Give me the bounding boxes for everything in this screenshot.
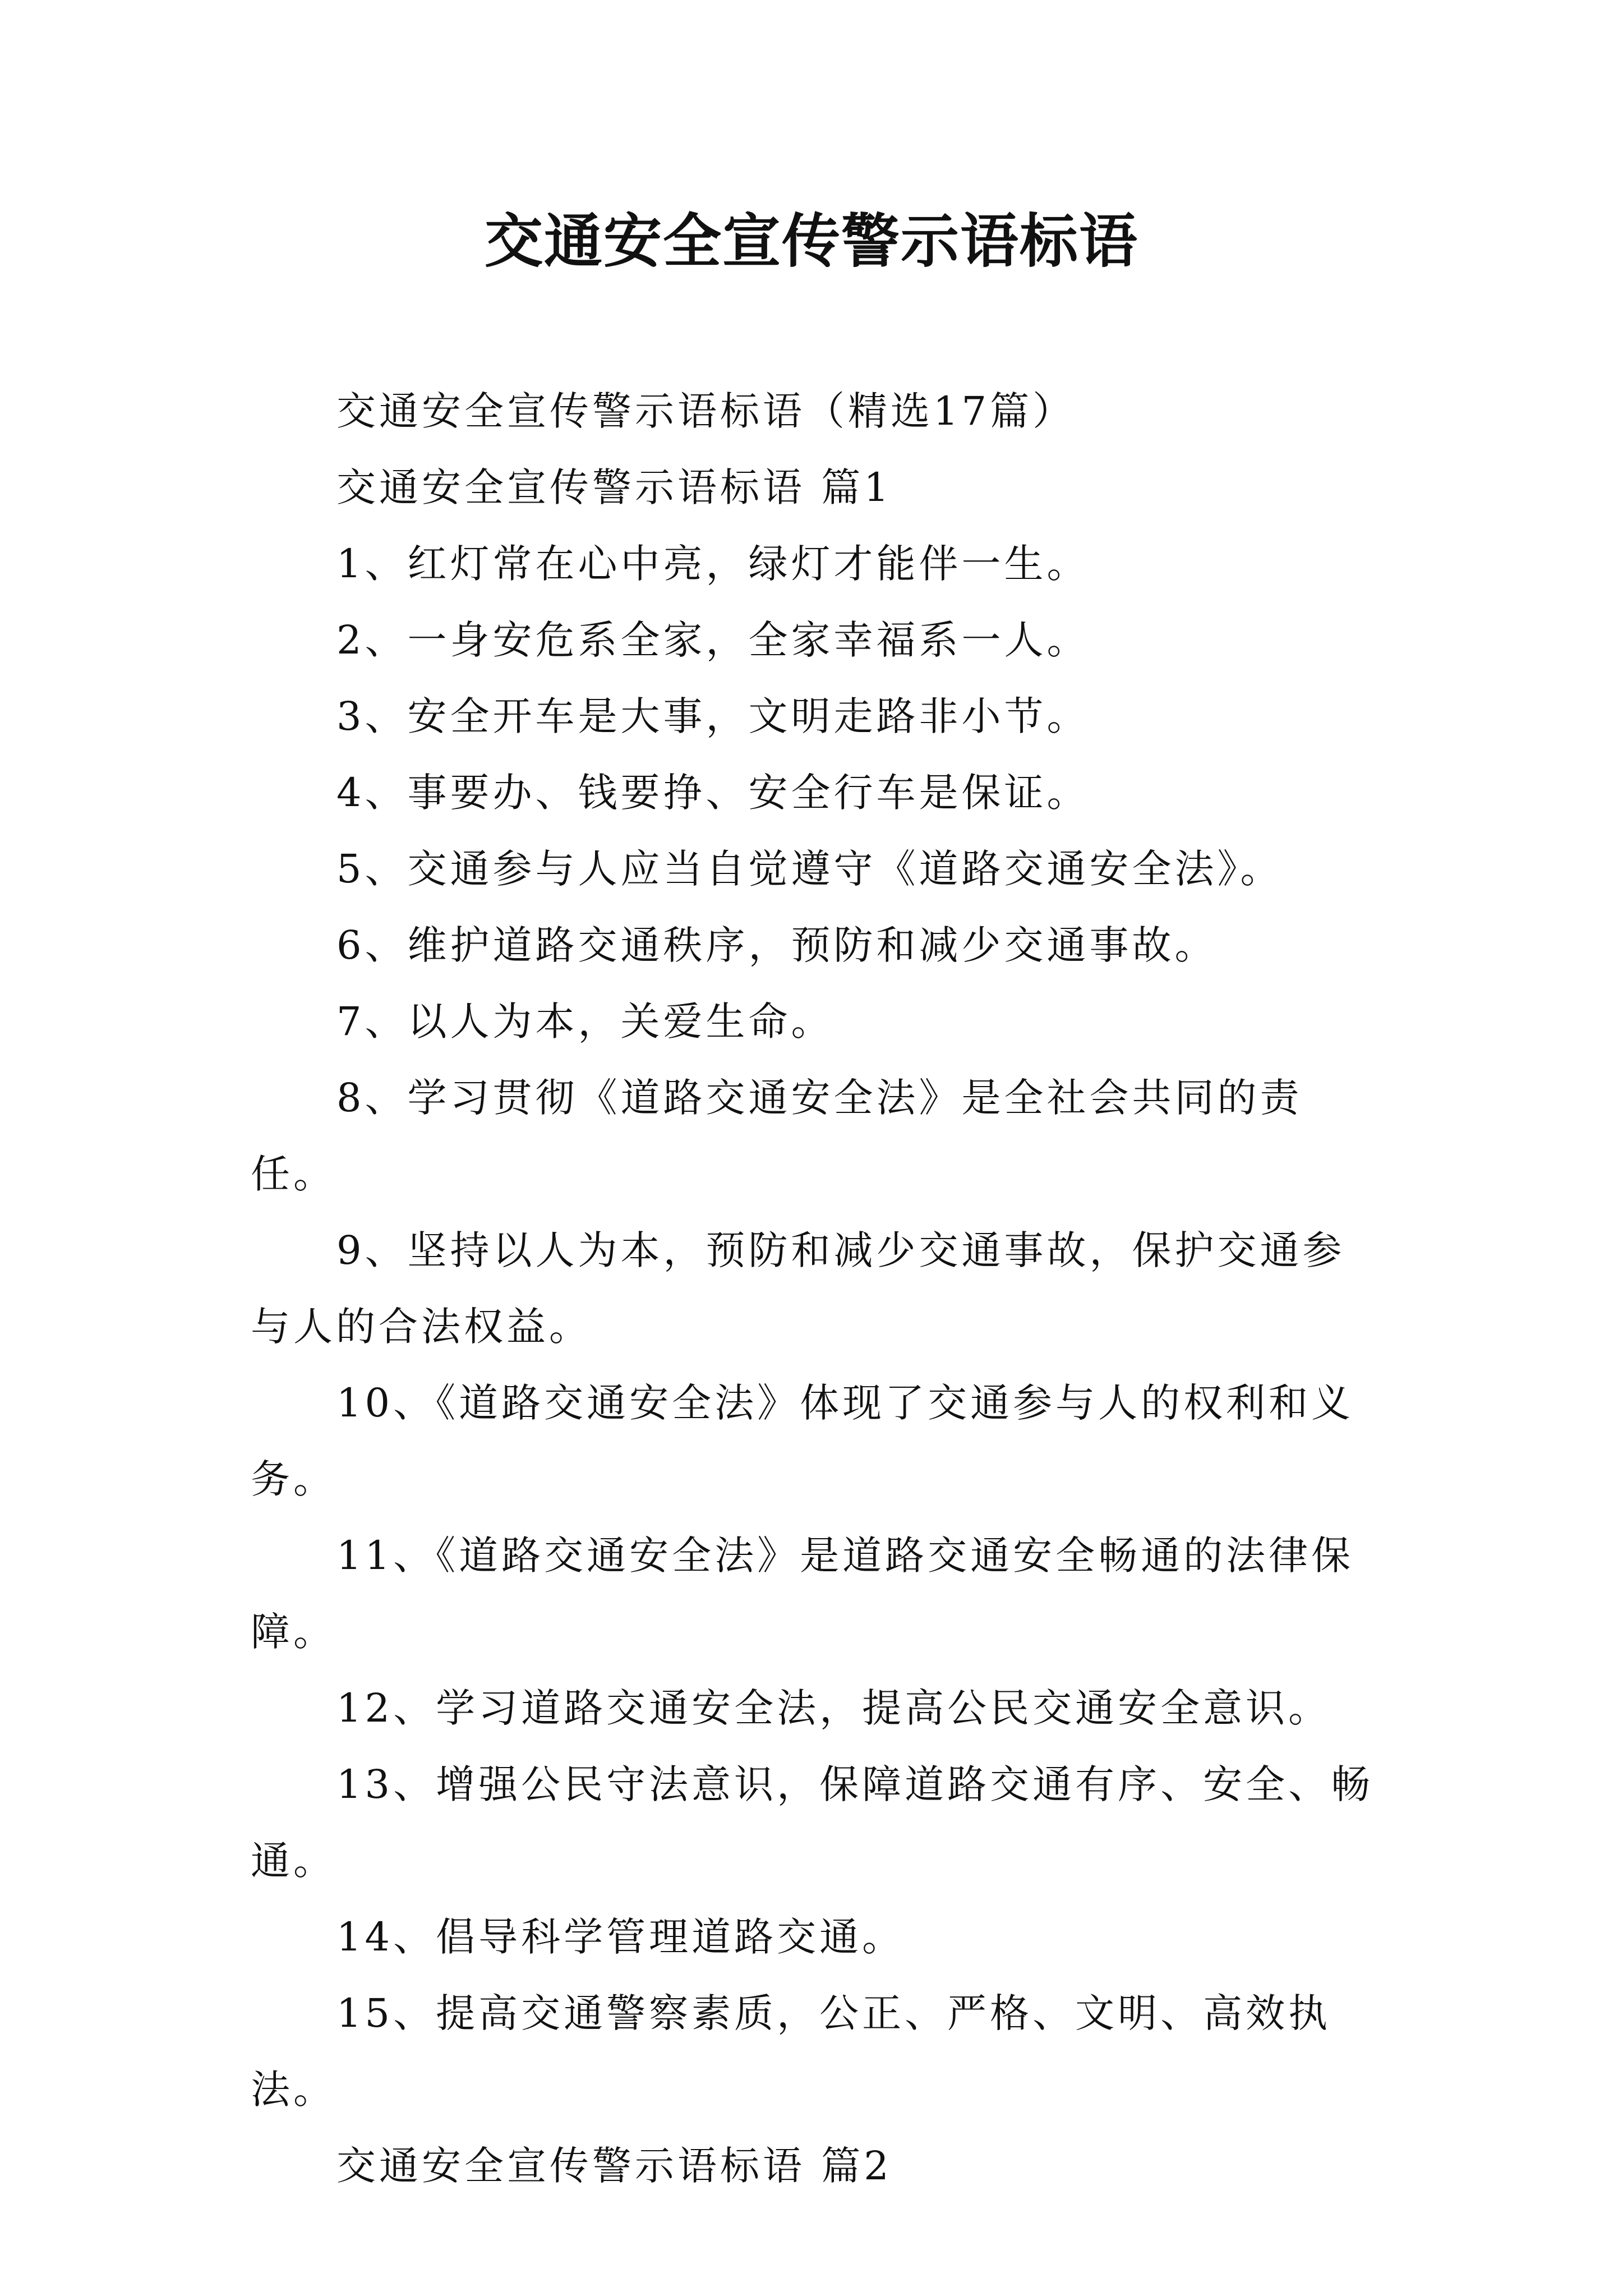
slogan-item: 15、提高交通警察素质，公正、严格、文明、高效执法。 <box>251 1990 1331 2113</box>
slogan-item: 6、维护道路交通秩序，预防和减少交通事故。 <box>336 922 1218 968</box>
slogan-item: 13、增强公民守法意识，保障道路交通有序、安全、畅通。 <box>251 1761 1374 1884</box>
slogan-item: 11、《道路交通安全法》是道路交通安全畅通的法律保障。 <box>251 1533 1354 1655</box>
section-heading: 交通安全宣传警示语标语 篇2 <box>336 2143 892 2189</box>
slogan-item: 2、一身安危系全家，全家幸福系一人。 <box>336 617 1090 663</box>
slogan-item: 12、学习道路交通安全法，提高公民交通安全意识。 <box>336 1685 1331 1731</box>
subtitle-paragraph: 交通安全宣传警示语标语（精选17篇） <box>336 388 1076 434</box>
slogan-item: 10、《道路交通安全法》体现了交通参与人的权利和义务。 <box>251 1380 1354 1502</box>
slogan-item: 3、安全开车是大事，文明走路非小节。 <box>336 693 1090 739</box>
slogan-item: 8、学习贯彻《道路交通安全法》是全社会共同的责任。 <box>251 1075 1303 1197</box>
slogan-item: 4、事要办、钱要挣、安全行车是保证。 <box>336 770 1090 816</box>
slogan-item: 7、以人为本，关爱生命。 <box>336 999 834 1045</box>
slogan-item: 9、坚持以人为本，预防和减少交通事故，保护交通参与人的合法权益。 <box>251 1227 1345 1350</box>
section-heading: 交通安全宣传警示语标语 篇1 <box>336 464 892 510</box>
document-title: 交通安全宣传警示语标语 <box>484 206 1138 275</box>
slogan-item: 14、倡导科学管理道路交通。 <box>336 1914 905 1960</box>
document-body <box>251 373 1378 2204</box>
slogan-item: 1、红灯常在心中亮，绿灯才能伴一生。 <box>336 541 1090 587</box>
slogan-item: 5、交通参与人应当自觉遵守《道路交通安全法》。 <box>336 846 1283 892</box>
